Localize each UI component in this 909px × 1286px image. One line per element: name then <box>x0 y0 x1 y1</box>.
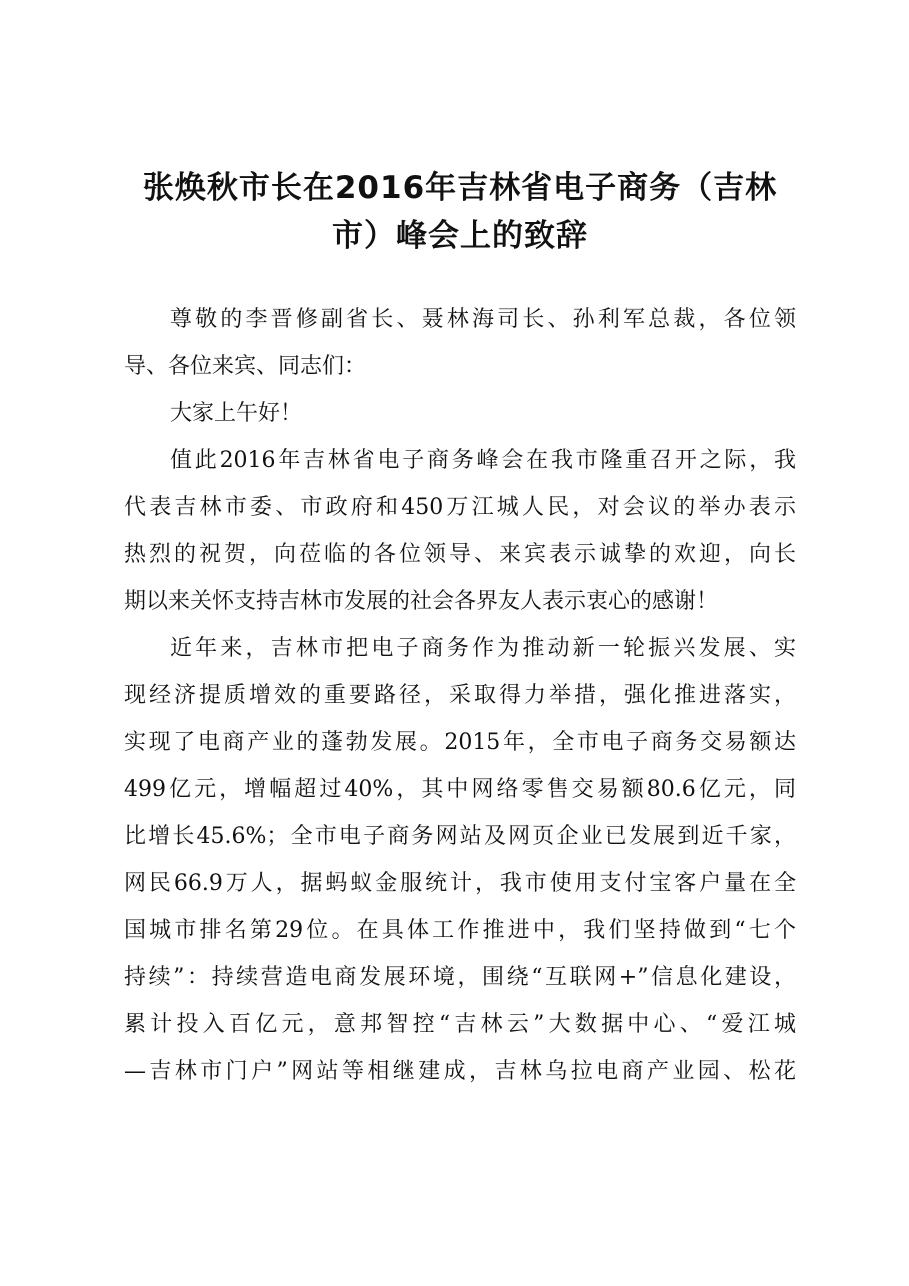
text-line: 尊敬的李晋修副省长、聂林海司长、孙利军总裁，各位领 <box>170 307 796 332</box>
text-line: 比增长45.6%；全市电子商务网站及网页企业已发展到近千家， <box>124 824 796 849</box>
text-line: 499亿元，增幅超过40%，其中网络零售交易额80.6亿元，同 <box>124 777 796 802</box>
paragraph-achievements <box>124 625 796 1095</box>
text-line: 网民66.9万人，据蚂蚁金服统计，我市使用支付宝客户量在全 <box>124 871 796 896</box>
text-line: 值此2016年吉林省电子商务峰会在我市隆重召开之际，我 <box>170 448 796 473</box>
text-line: 实现了电商产业的蓬勃发展。2015年，全市电子商务交易额达 <box>124 730 796 755</box>
text-line: 大家上午好！ <box>170 401 303 426</box>
text-line: 导、各位来宾、同志们： <box>124 354 367 379</box>
document-title <box>120 164 800 260</box>
document-body <box>124 296 796 1095</box>
text-line: 持续”：持续营造电商发展环境，围绕“互联网+”信息化建设， <box>124 965 796 990</box>
paragraph-good-morning <box>124 390 796 437</box>
paragraph-greeting <box>124 296 796 390</box>
text-line: 期以来关怀支持吉林市发展的社会各界友人表示衷心的感谢！ <box>124 589 719 614</box>
text-line: 累计投入百亿元，意邦智控“吉林云”大数据中心、“爱江城 <box>124 1012 796 1037</box>
text-line: 国城市排名第29位。在具体工作推进中，我们坚持做到“七个 <box>124 918 796 943</box>
text-line: —吉林市门户”网站等相继建成，吉林乌拉电商产业园、松花 <box>124 1059 796 1084</box>
text-line: 代表吉林市委、市政府和450万江城人民，对会议的举办表示 <box>124 495 796 520</box>
paragraph-welcome <box>124 437 796 625</box>
title-line-2: 市）峰会上的致辞 <box>332 218 588 254</box>
text-line: 热烈的祝贺，向莅临的各位领导、来宾表示诚挚的欢迎，向长 <box>124 542 796 567</box>
text-line: 近年来，吉林市把电子商务作为推动新一轮振兴发展、实 <box>170 636 796 661</box>
title-line-1: 张焕秋市长在2016年吉林省电子商务（吉林 <box>142 170 778 206</box>
text-line: 现经济提质增效的重要路径，采取得力举措，强化推进落实， <box>124 683 796 708</box>
